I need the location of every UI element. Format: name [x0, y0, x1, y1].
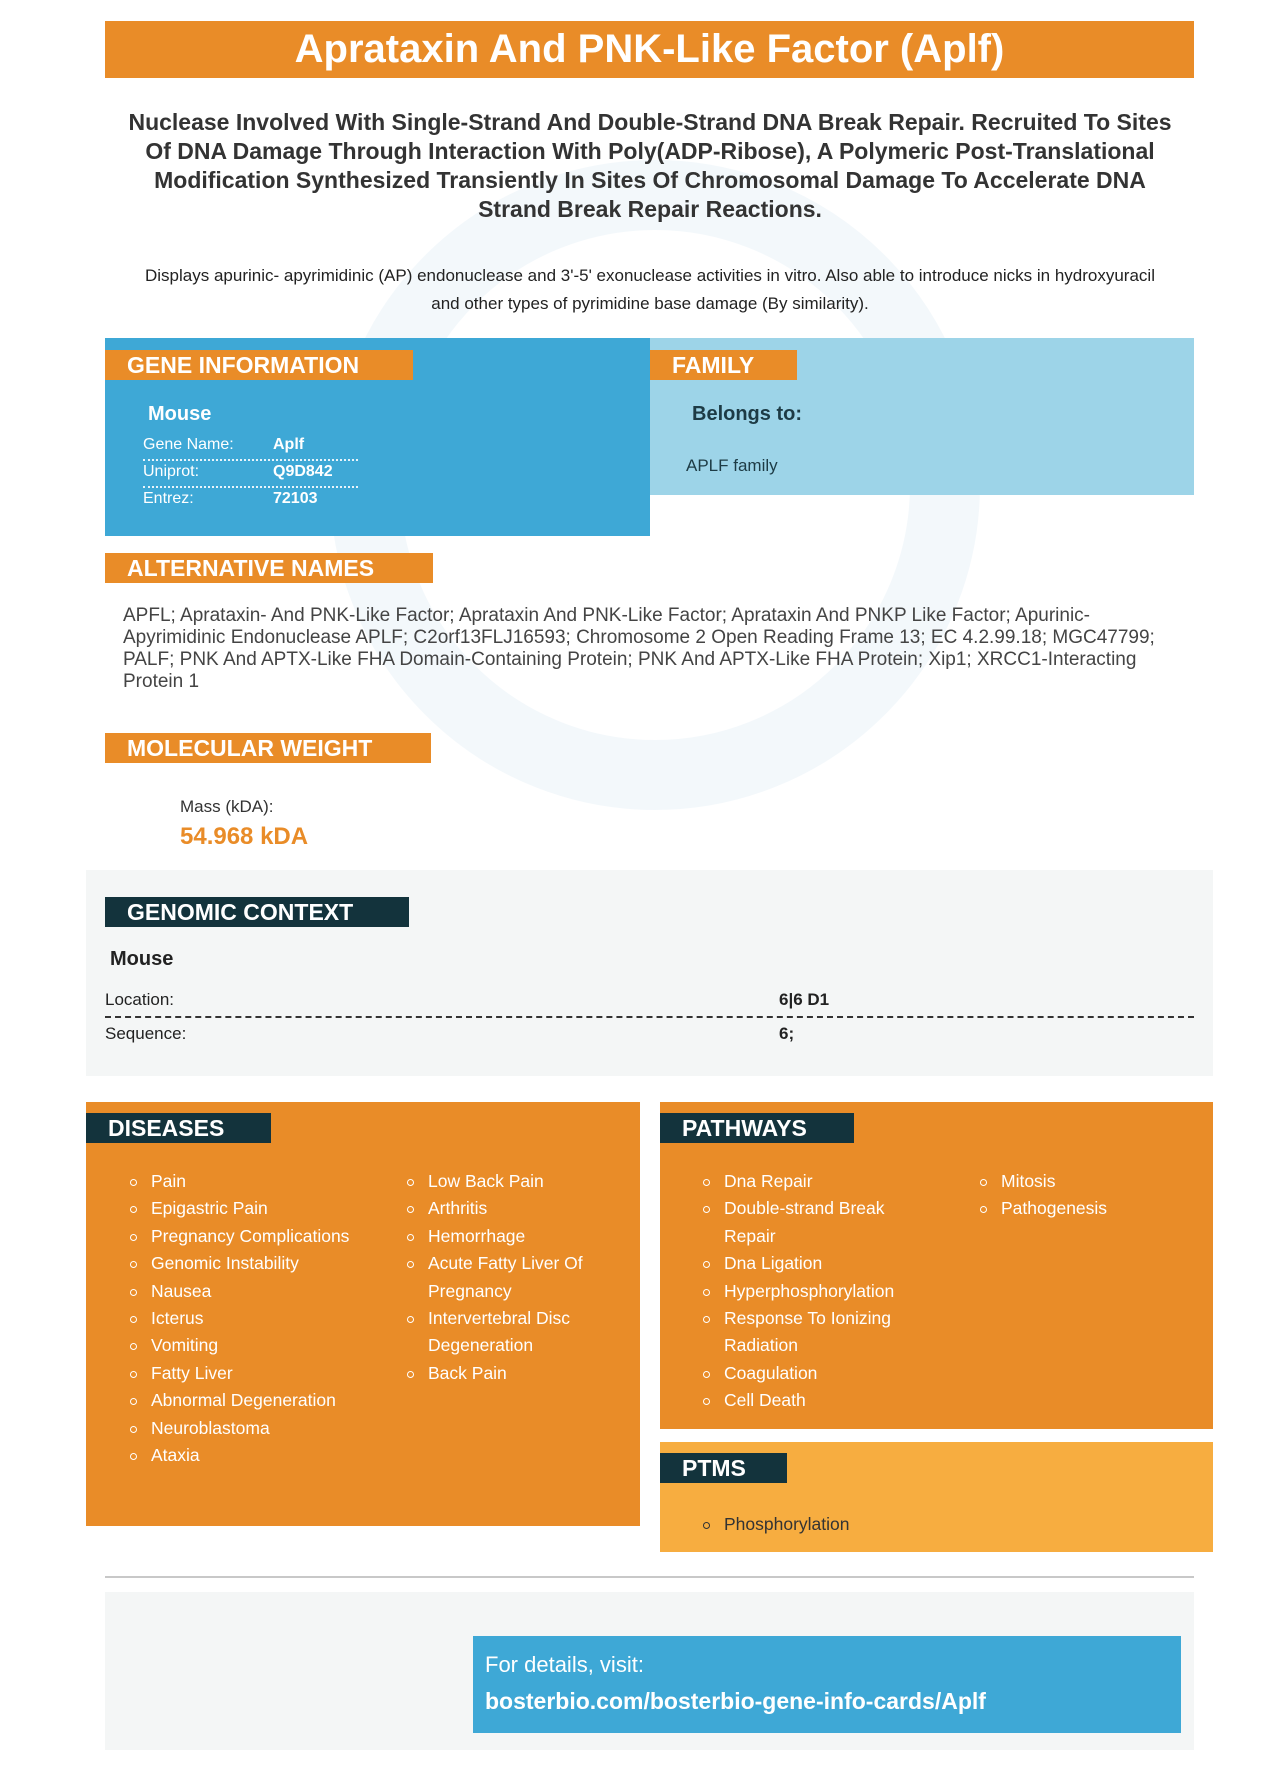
family-value: APLF family	[686, 456, 778, 475]
list-item: Abnormal Degeneration	[127, 1387, 357, 1414]
gene-information-heading: GENE INFORMATION	[105, 350, 413, 380]
gene-name-label: Gene Name:	[143, 436, 234, 453]
list-item: Dna Repair	[700, 1168, 910, 1195]
uniprot-label: Uniprot:	[143, 463, 200, 480]
entrez-label: Entrez:	[143, 490, 194, 507]
list-item: Arthritis	[404, 1195, 614, 1222]
sequence-value: 6;	[779, 1024, 795, 1043]
details-link[interactable]: bosterbio.com/bosterbio-gene-info-cards/Aplf	[485, 1688, 986, 1714]
list-item: Response To Ionizing Radiation	[700, 1305, 910, 1360]
list-item: Genomic Instability	[127, 1250, 357, 1277]
footer-divider	[105, 1576, 1194, 1578]
list-item: Coagulation	[700, 1360, 910, 1387]
ptms-heading: PTMS	[660, 1453, 787, 1483]
list-item: Back Pain	[404, 1360, 614, 1387]
list-item: Double-strand Break Repair	[700, 1195, 910, 1250]
list-item: Pregnancy Complications	[127, 1223, 357, 1250]
genomic-context-heading: GENOMIC CONTEXT	[105, 897, 409, 927]
location-label: Location:	[105, 990, 174, 1009]
gene-name-value: Aplf	[273, 436, 305, 453]
ptms-list	[700, 1511, 1000, 1538]
entrez-row	[143, 486, 358, 513]
alternative-names-heading: ALTERNATIVE NAMES	[105, 553, 433, 583]
family-belongs-label: Belongs to:	[692, 403, 802, 425]
list-item: Hyperphosphorylation	[700, 1278, 910, 1305]
list-item: Pathogenesis	[977, 1195, 1177, 1222]
diseases-heading: DISEASES	[86, 1113, 271, 1143]
list-item: Dna Ligation	[700, 1250, 910, 1277]
list-item: Low Back Pain	[404, 1168, 614, 1195]
diseases-list-col1	[127, 1168, 357, 1469]
family-heading: FAMILY	[650, 350, 797, 380]
location-row	[105, 982, 1194, 1018]
gene-name-row	[143, 432, 358, 461]
pathways-list-col1	[700, 1168, 910, 1415]
list-item: Intervertebral Disc Degeneration	[404, 1305, 614, 1360]
sequence-row	[105, 1016, 1194, 1050]
list-item: Epigastric Pain	[127, 1195, 357, 1222]
diseases-list-col2	[404, 1168, 614, 1387]
list-item: Nausea	[127, 1278, 357, 1305]
gene-function-summary: Displays apurinic- apyrimidinic (AP) endonuclease and 3'-5' exonuclease activities in vitro. Also able to introduce nicks in hydroxyuracil and other types of pyrimidine base damage (By similarity).	[145, 266, 1155, 313]
details-link-box[interactable]	[473, 1636, 1181, 1733]
gene-function-headline: Nuclease Involved With Single-Strand And Double-Strand DNA Break Repair. Recruited To Sites Of DNA Damage Through Interaction With Poly(ADP-Ribose), A Polymeric Post-Translational Modification Synthesized Transiently In Sites Of Chromosomal Damage To Accelerate DNA Strand Break Repair Reactions.	[128, 109, 1172, 222]
list-item: Phosphorylation	[700, 1511, 1000, 1538]
entrez-value: 72103	[273, 490, 318, 507]
location-value: 6|6 D1	[779, 990, 830, 1009]
list-item: Hemorrhage	[404, 1223, 614, 1250]
list-item: Pain	[127, 1168, 357, 1195]
sequence-label: Sequence:	[105, 1024, 187, 1043]
uniprot-row	[143, 459, 358, 488]
mass-label: Mass (kDA):	[180, 797, 274, 816]
molecular-weight-heading: MOLECULAR WEIGHT	[105, 733, 431, 763]
list-item: Acute Fatty Liver Of Pregnancy	[404, 1250, 614, 1305]
details-prefix: For details, visit:	[485, 1652, 644, 1677]
list-item: Vomiting	[127, 1332, 357, 1359]
gene-info-species: Mouse	[148, 403, 212, 425]
page-title: Aprataxin And PNK-Like Factor (Aplf)	[105, 21, 1194, 78]
alternative-names-text: APFL; Aprataxin- And PNK-Like Factor; Aprataxin And PNK-Like Factor; Aprataxin And PNKP Like Factor; Apurinic-Apyrimidinic Endonuclease APLF; C2orf13FLJ16593; Chromosome 2 Open Reading Frame 13; EC 4.2.99.18; MGC47799; PALF; PNK And APTX-Like FHA Domain-Containing Protein; PNK And APTX-Like FHA Protein; Xip1; XRCC1-Interacting Protein 1	[123, 605, 1155, 692]
list-item: Icterus	[127, 1305, 357, 1332]
list-item: Cell Death	[700, 1387, 910, 1414]
list-item: Fatty Liver	[127, 1360, 357, 1387]
list-item: Ataxia	[127, 1442, 357, 1469]
genomic-context-species: Mouse	[110, 948, 174, 970]
list-item: Mitosis	[977, 1168, 1177, 1195]
uniprot-value: Q9D842	[273, 463, 333, 480]
mass-value: 54.968 kDA	[180, 823, 309, 850]
pathways-list-col2	[977, 1168, 1177, 1223]
pathways-heading: PATHWAYS	[660, 1113, 854, 1143]
list-item: Neuroblastoma	[127, 1415, 357, 1442]
